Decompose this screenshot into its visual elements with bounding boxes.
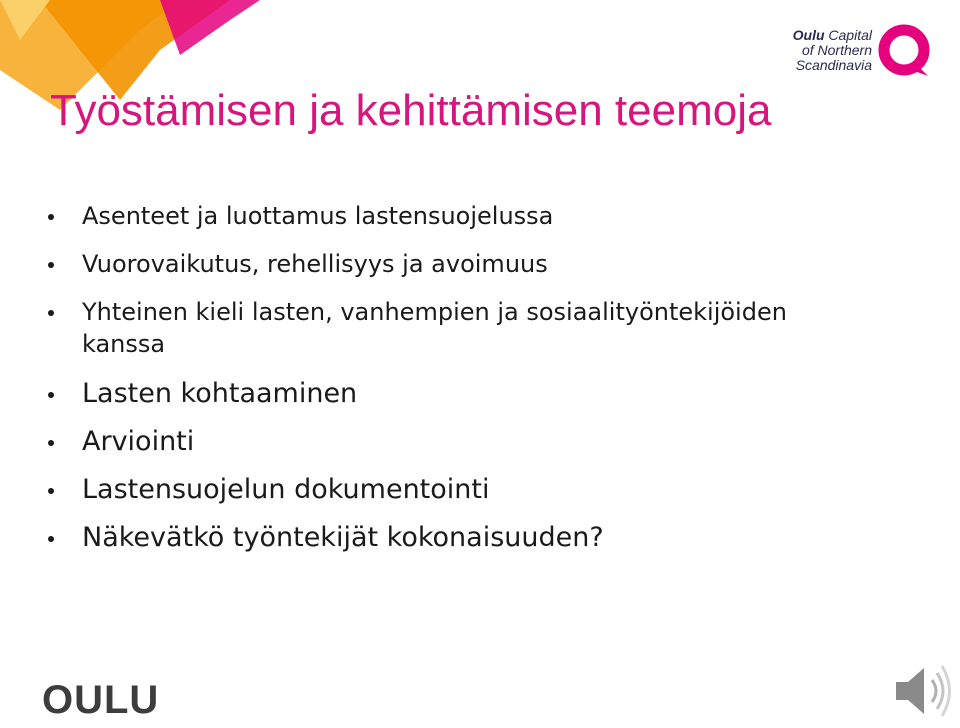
brand-line3: Scandinavia — [795, 57, 872, 73]
oulu-ring-logo-icon — [876, 22, 932, 78]
brand-line1: Oulu — [792, 27, 825, 43]
bullet-item: Asenteet ja luottamus lastensuojelussa — [44, 200, 864, 232]
bullet-item: Lastensuojelun dokumentointi — [44, 472, 864, 508]
brand-line1b: Capital — [828, 27, 872, 43]
slide-title: Työstämisen ja kehittämisen teemoja — [50, 86, 772, 135]
brand-text — [772, 28, 872, 73]
bullet-item: Yhteinen kieli lasten, vanhempien ja sosiaalityöntekijöiden kanssa — [44, 296, 864, 360]
footer-logo: OULU — [42, 678, 160, 722]
bullet-item: Lasten kohtaaminen — [44, 376, 864, 412]
bullet-item: Arviointi — [44, 424, 864, 460]
speaker-icon[interactable] — [890, 660, 954, 722]
brand-logo — [772, 28, 932, 80]
bullet-item: Vuorovaikutus, rehellisyys ja avoimuus — [44, 248, 864, 280]
bullet-item: Näkevätkö työntekijät kokonaisuuden? — [44, 520, 864, 556]
bullet-list — [44, 200, 864, 568]
brand-line2: of Northern — [801, 42, 872, 58]
